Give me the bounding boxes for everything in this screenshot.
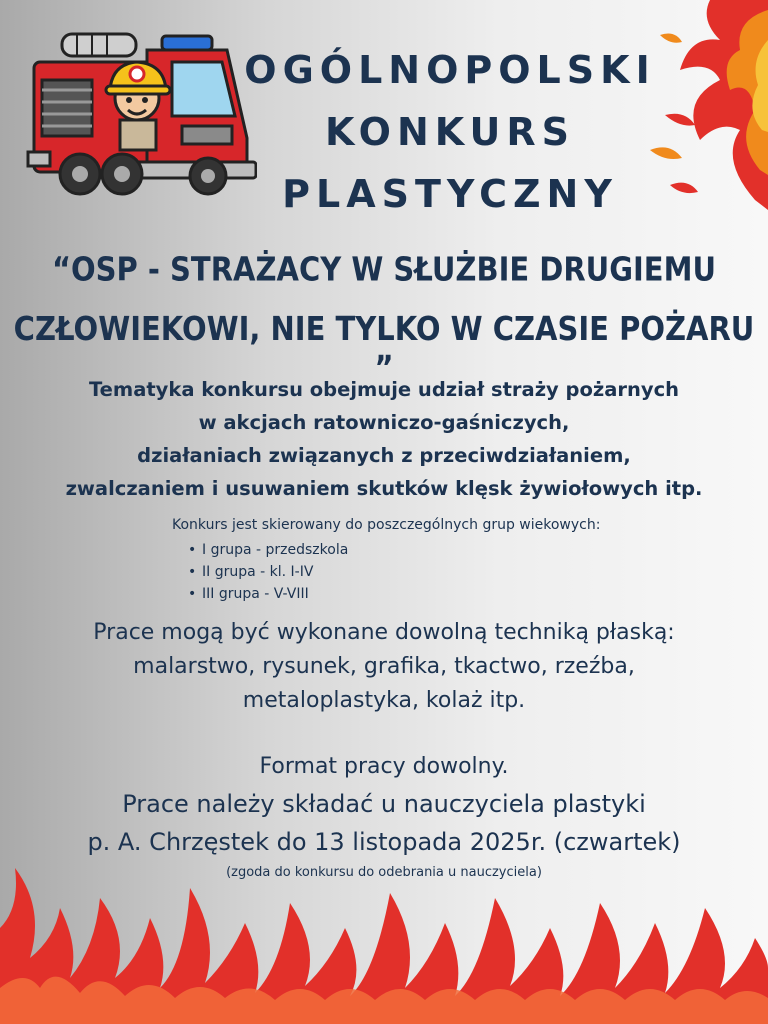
theme-line-1: Tematyka konkursu obejmuje udział straży pożarnych	[88, 378, 680, 401]
bullet-icon: •	[188, 542, 197, 558]
techniques-line-2: malarstwo, rysunek, grafika, tkactwo, rzeźba,	[133, 654, 635, 679]
headline-line-2: CZŁOWIEKOWI, NIE TYLKO W CZASIE POŻARU ”	[13, 308, 755, 388]
flames-bottom-illustration	[0, 868, 768, 1024]
theme-line-3: działaniach związanych z przeciwdziałaniem,	[137, 444, 631, 467]
theme-line-4: zwalczaniem i usuwaniem skutków klęsk żywiołowych itp.	[65, 477, 703, 500]
title-line-1: OGÓLNOPOLSKI	[244, 48, 656, 92]
bullet-icon: •	[188, 564, 197, 580]
group-item-label: I grupa - przedszkola	[202, 542, 349, 558]
submission-line-2: p. A. Chrzęstek do 13 listopada 2025r. (czwartek)	[87, 828, 681, 856]
list-item	[188, 583, 348, 605]
techniques-line-3: metaloplastyka, kolaż itp.	[242, 688, 526, 713]
list-item	[188, 561, 348, 583]
headline-line-1: “OSP - STRAŻACY W SŁUŻBIE DRUGIEMU	[51, 249, 717, 289]
list-item	[188, 539, 348, 561]
format-text: Format pracy dowolny.	[259, 754, 509, 779]
groups-intro: Konkurs jest skierowany do poszczególnych grup wiekowych:	[172, 517, 601, 533]
title-line-2: KONKURS	[324, 110, 576, 154]
title-line-3: PLASTYCZNY	[282, 172, 618, 216]
group-item-label: III grupa - V-VIII	[202, 586, 309, 602]
techniques-line-1: Prace mogą być wykonane dowolną techniką płaską:	[93, 620, 675, 645]
consent-note: (zgoda do konkursu do odebrania u nauczyciela)	[226, 865, 542, 880]
submission-line-1: Prace należy składać u nauczyciela plastyki	[122, 790, 646, 818]
group-item-label: II grupa - kl. I-IV	[202, 564, 314, 580]
groups-list	[188, 539, 348, 605]
theme-line-2: w akcjach ratowniczo-gaśniczych,	[198, 411, 570, 434]
bullet-icon: •	[188, 586, 197, 602]
